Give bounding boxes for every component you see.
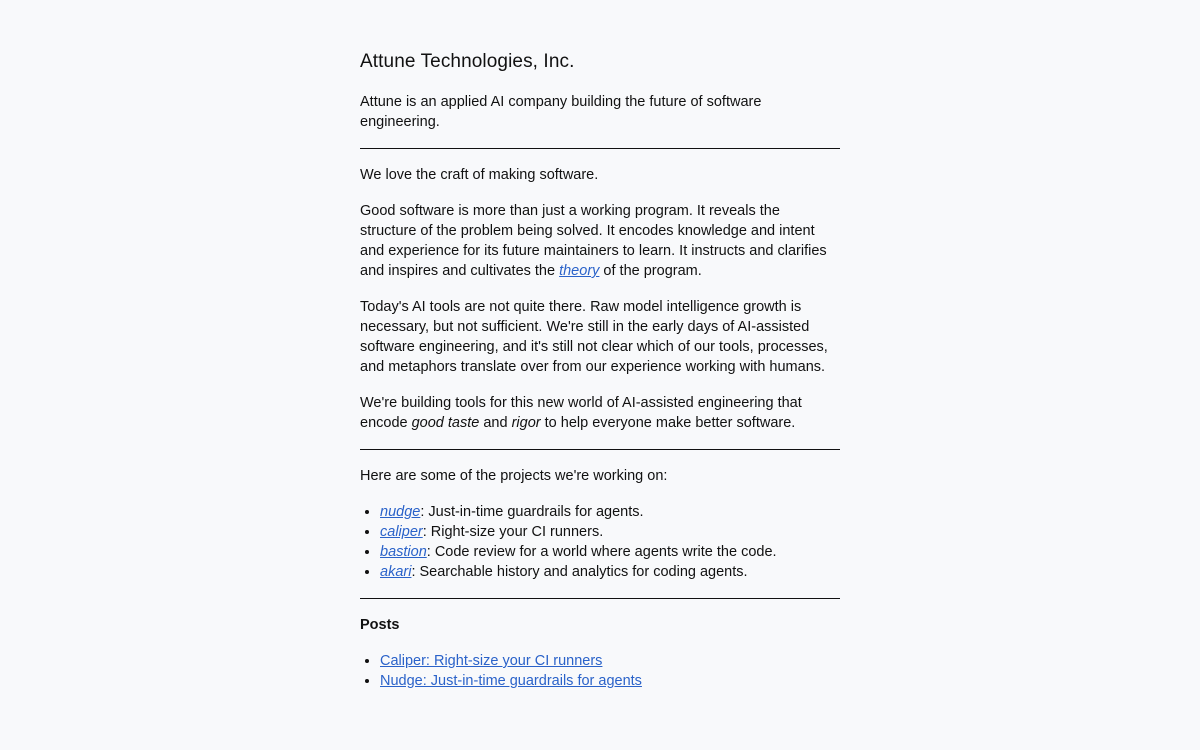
list-item: [380, 651, 840, 671]
intro-paragraph-2: [360, 201, 840, 281]
projects-heading: Here are some of the projects we're working on:: [360, 468, 668, 484]
project-link-akari[interactable]: akari: [380, 564, 412, 580]
posts-heading: Posts: [360, 617, 400, 633]
intro-paragraph-2-end: of the program.: [599, 263, 702, 279]
project-link-caliper[interactable]: caliper: [380, 524, 423, 540]
intro-paragraph-1: We love the craft of making software.: [360, 167, 599, 183]
emphasis-rigor: rigor: [511, 415, 541, 431]
list-item: [380, 542, 840, 562]
intro-paragraph-2-text: Good software is more than just a working program. It reveals the structure of the problem being solved. It encodes knowledge and intent and experience for its future maintainers to learn. It instructs and clarifies and inspires and cultivates the: [360, 203, 827, 279]
post-link-nudge[interactable]: Nudge: Just-in-time guardrails for agents: [380, 673, 642, 689]
list-item: [380, 502, 840, 522]
project-link-bastion[interactable]: bastion: [380, 544, 427, 560]
intro-paragraph-4-end: to help everyone make better software.: [540, 415, 796, 431]
tagline: Attune is an applied AI company building the future of software engineering.: [360, 94, 762, 130]
project-link-nudge[interactable]: nudge: [380, 504, 421, 520]
intro-paragraph-3: Today's AI tools are not quite there. Raw model intelligence growth is necessary, but not sufficient. We're still in the early days of AI-assisted software engineering, and it's still not clear which of our tools, processes, and metaphors translate over from our experience working with humans.: [360, 299, 828, 375]
intro-paragraph-4: [360, 393, 840, 433]
list-item: [380, 522, 840, 542]
project-description: : Just-in-time guardrails for agents.: [420, 504, 644, 520]
posts-list: [360, 651, 840, 691]
project-description: : Right-size your CI runners.: [422, 524, 604, 540]
post-link-caliper[interactable]: Caliper: Right-size your CI runners: [380, 653, 603, 669]
theory-link[interactable]: theory: [559, 263, 600, 279]
emphasis-good-taste: good taste: [411, 415, 480, 431]
page-content: [360, 48, 840, 707]
projects-list: [360, 502, 840, 582]
divider: [360, 148, 840, 149]
page-title: Attune Technologies, Inc.: [360, 51, 575, 72]
project-description: : Searchable history and analytics for coding agents.: [411, 564, 748, 580]
list-item: [380, 671, 840, 691]
intro-paragraph-4-mid: and: [479, 415, 512, 431]
intro-paragraph-4-text: We're building tools for this new world of AI-assisted engineering that encode: [360, 395, 802, 431]
project-description: : Code review for a world where agents write the code.: [426, 544, 777, 560]
divider: [360, 449, 840, 450]
divider: [360, 598, 840, 599]
list-item: [380, 562, 840, 582]
